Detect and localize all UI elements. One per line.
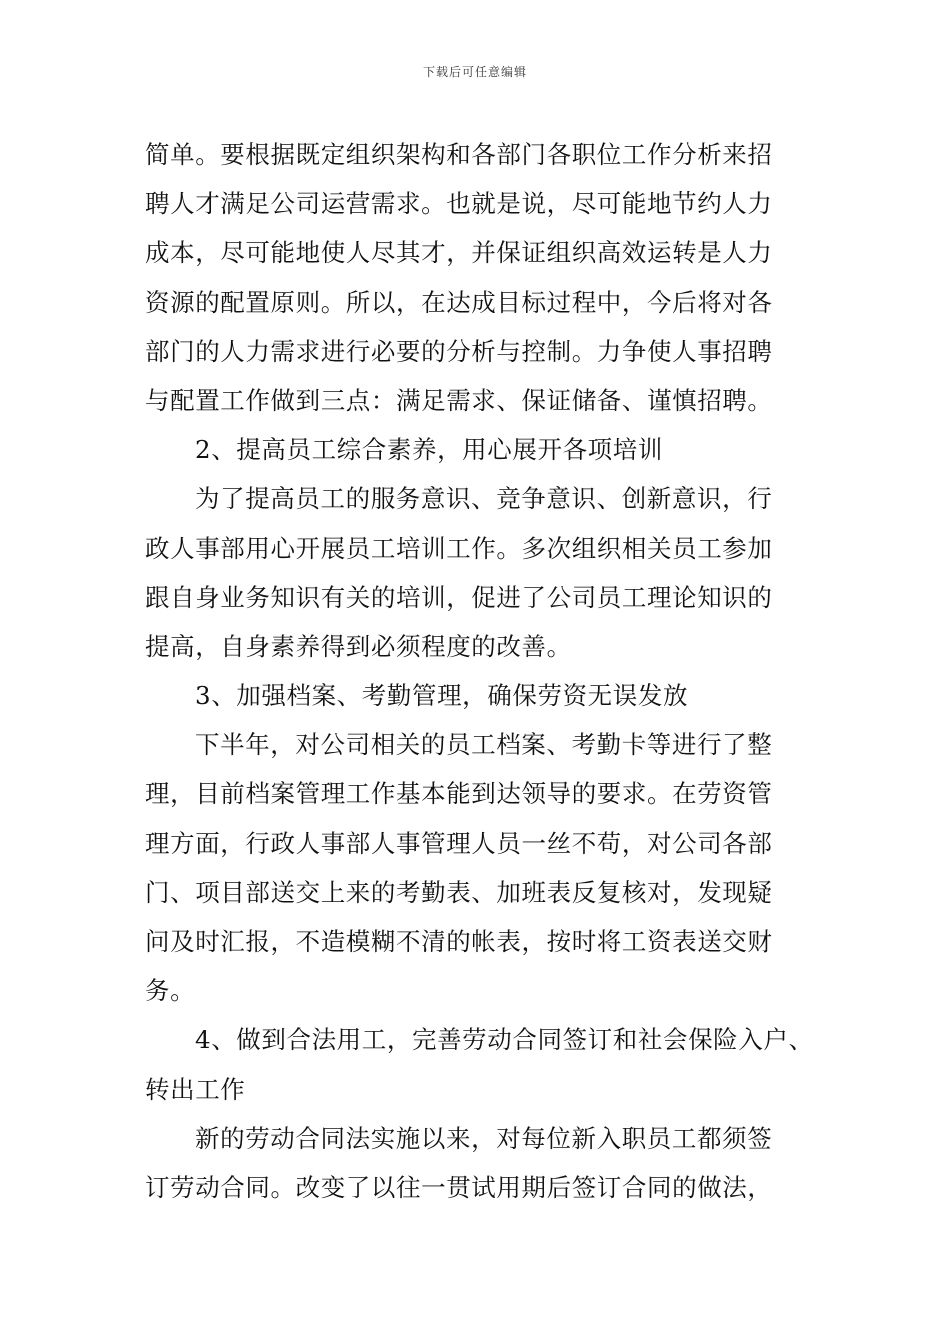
section-heading: 3、加强档案、考勤管理，确保劳资无误发放	[195, 681, 689, 711]
text-line: 聘人才满足公司运营需求。也就是说，尽可能地节约人力	[145, 189, 773, 219]
section-heading: 4、做到合法用工，完善劳动合同签订和社会保险入户、	[195, 1025, 814, 1055]
text-line: 资源的配置原则。所以，在达成目标过程中，今后将对各	[145, 287, 773, 317]
text-line: 与配置工作做到三点：满足需求、保证储备、谨慎招聘。	[145, 385, 773, 415]
text-line: 务。	[145, 976, 196, 1006]
text-line: 跟自身业务知识有关的培训，促进了公司员工理论知识的	[145, 582, 773, 612]
section-heading: 2、提高员工综合素养，用心展开各项培训	[195, 435, 663, 465]
text-line: 门、项目部送交上来的考勤表、加班表反复核对，发现疑	[145, 877, 773, 907]
text-line: 部门的人力需求进行必要的分析与控制。力争使人事招聘	[145, 336, 773, 366]
page-header: 下载后可任意编辑	[422, 65, 527, 79]
text-line: 为了提高员工的服务意识、竞争意识、创新意识，行	[195, 484, 773, 514]
text-line: 提高，自身素养得到必须程度的改善。	[145, 631, 572, 661]
text-line: 订劳动合同。改变了以往一贯试用期后签订合同的做法，	[145, 1172, 773, 1202]
text-line: 问及时汇报，不造模糊不清的帐表，按时将工资表送交财	[145, 927, 773, 956]
text-line: 理方面，行政人事部人事管理人员一丝不苟，对公司各部	[145, 828, 773, 858]
text-line: 理，目前档案管理工作基本能到达领导的要求。在劳资管	[145, 779, 773, 809]
section-heading-continuation: 转出工作	[145, 1074, 246, 1104]
text-line: 新的劳动合同法实施以来，对每位新入职员工都须签	[195, 1123, 773, 1153]
text-line: 政人事部用心开展员工培训工作。多次组织相关员工参加	[145, 533, 773, 563]
text-line: 简单。要根据既定组织架构和各部门各职位工作分析来招	[145, 140, 773, 169]
text-line: 下半年，对公司相关的员工档案、考勤卡等进行了整	[195, 730, 773, 760]
text-line: 成本，尽可能地使人尽其才，并保证组织高效运转是人力	[145, 238, 773, 268]
document-body	[145, 130, 814, 1212]
